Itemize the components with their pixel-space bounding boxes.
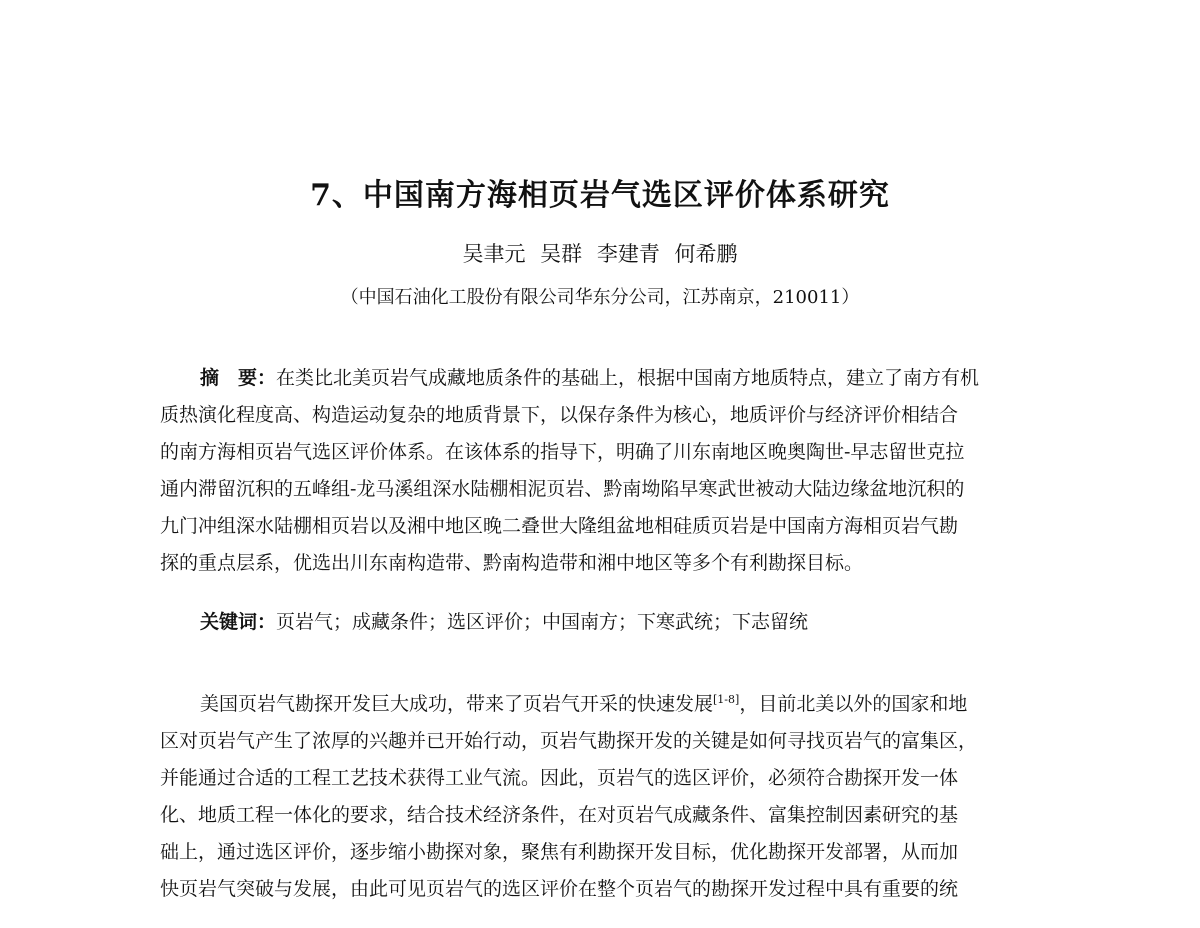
author-list xyxy=(0,238,1200,270)
abstract-line: 九门冲组深水陆棚相页岩以及湘中地区晚二叠世大隆组盆地相硅质页岩是中国南方海相页岩气勘 xyxy=(160,515,959,537)
abstract-line: 的南方海相页岩气选区评价体系。在该体系的指导下，明确了川东南地区晚奥陶世-早志留世克拉 xyxy=(160,441,965,463)
body-text-segment: ，目前北美以外的国家和地 xyxy=(739,693,968,715)
abstract-line: 通内滞留沉积的五峰组-龙马溪组深水陆棚相泥页岩、黔南坳陷早寒武世被动大陆边缘盆地沉积的 xyxy=(160,478,965,500)
author-name: 吴聿元 xyxy=(462,242,526,266)
body-text-segment: 美国页岩气勘探开发巨大成功，带来了页岩气开采的快速发展 xyxy=(200,693,714,715)
abstract-label: 摘 要： xyxy=(200,367,277,389)
author-name: 何希鹏 xyxy=(674,242,738,266)
abstract-line: 质热演化程度高、构造运动复杂的地质背景下，以保存条件为核心，地质评价与经济评价相结合 xyxy=(160,404,959,426)
author-affiliation: （中国石油化工股份有限公司华东分公司，江苏南京，210011） xyxy=(340,287,860,308)
paper-title: 7、中国南方海相页岩气选区评价体系研究 xyxy=(310,178,890,213)
body-line: 快页岩气突破与发展，由此可见页岩气的选区评价在整个页岩气的勘探开发过程中具有重要的统 xyxy=(160,878,959,900)
author-name: 吴群 xyxy=(540,242,583,266)
body-line: 并能通过合适的工程工艺技术获得工业气流。因此，页岩气的选区评价，必须符合勘探开发一体 xyxy=(160,767,959,789)
keywords-text: 页岩气；成藏条件；选区评价；中国南方；下寒武统；下志留统 xyxy=(276,611,809,633)
keywords-label: 关键词： xyxy=(200,611,277,633)
body-paragraph xyxy=(160,686,1080,908)
abstract-text: 在类比北美页岩气成藏地质条件的基础上，根据中国南方地质特点，建立了南方有机 xyxy=(276,367,980,389)
keywords xyxy=(160,604,1080,641)
abstract-line: 探的重点层系，优选出川东南构造带、黔南构造带和湘中地区等多个有利勘探目标。 xyxy=(160,552,864,574)
author-name: 李建青 xyxy=(596,242,660,266)
abstract xyxy=(160,360,1080,582)
citation-marker: [1-8] xyxy=(713,693,740,706)
body-line: 础上，通过选区评价，逐步缩小勘探对象，聚焦有利勘探开发目标，优化勘探开发部署，从而加 xyxy=(160,841,959,863)
body-line xyxy=(160,686,1080,723)
keywords-line xyxy=(160,604,1080,641)
abstract-line xyxy=(160,360,1080,397)
body-line: 化、地质工程一体化的要求，结合技术经济条件，在对页岩气成藏条件、富集控制因素研究的基 xyxy=(160,804,959,826)
body-line: 区对页岩气产生了浓厚的兴趣并已开始行动，页岩气勘探开发的关键是如何寻找页岩气的富集区， xyxy=(160,730,978,752)
